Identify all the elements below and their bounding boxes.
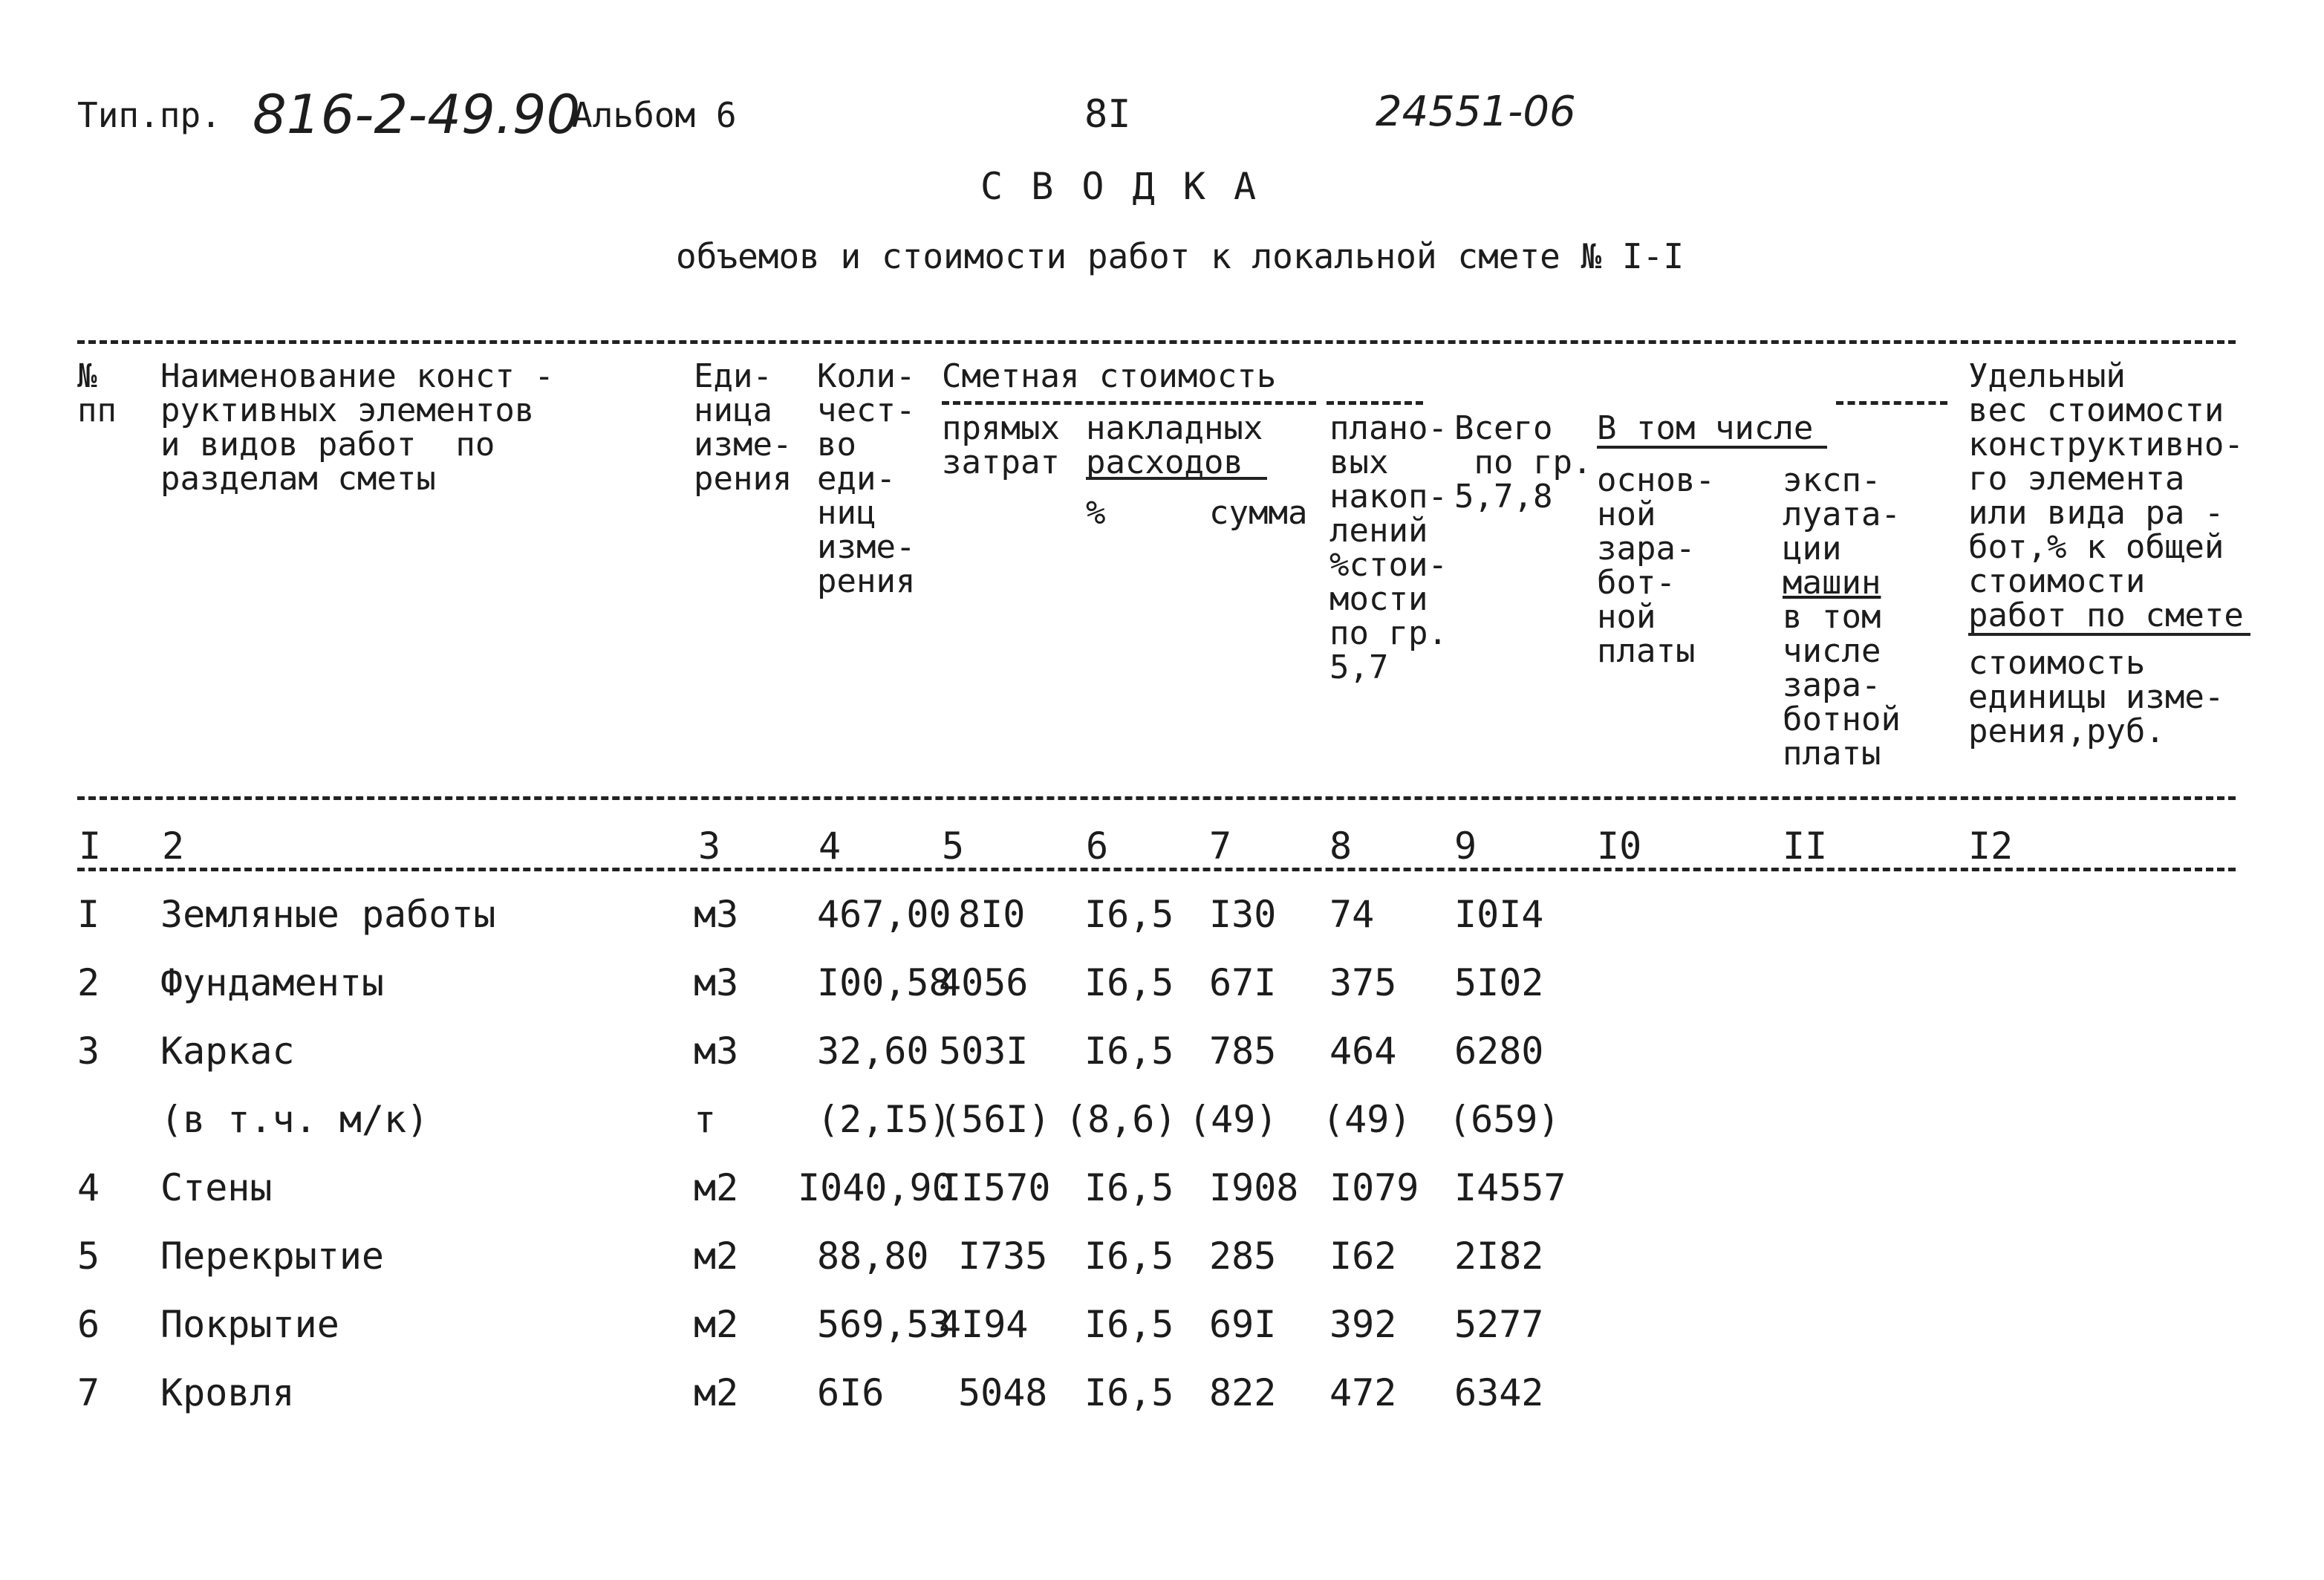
row-number: 5: [77, 1235, 100, 1278]
document-subtitle: объемов и стоимости работ к локальной смете № I-I: [676, 236, 1685, 276]
col-header-overhead-pct: %: [1086, 494, 1106, 532]
header-bottom-rule: [77, 796, 2236, 800]
col-header-quantity: Коли- чест- во еди- ниц изме- рения: [817, 357, 916, 600]
col-header-number: № пп: [77, 357, 117, 429]
row-planned-savings: 472: [1329, 1371, 1397, 1414]
album-label: Альбом 6: [572, 95, 737, 135]
col-header-overhead: накладных расходов: [1086, 409, 1263, 481]
row-overhead-sum: I908: [1209, 1166, 1299, 1209]
colnum-11: II: [1783, 825, 1828, 868]
col-header-estimate-work: работ по смете: [1968, 596, 2244, 634]
row-total: 5I02: [1454, 961, 1544, 1004]
row-direct-costs: 503I: [939, 1030, 1029, 1073]
row-total: 2I82: [1454, 1235, 1544, 1278]
row-direct-costs: II570: [939, 1166, 1051, 1209]
row-planned-savings: 464: [1329, 1030, 1397, 1073]
colnum-8: 8: [1329, 825, 1353, 868]
colnum-5: 5: [942, 825, 965, 868]
col-header-specific-weight: Удельный вес стоимости конструктивно- го элемента или вида ра - бот,% к общей стоимости: [1968, 357, 2244, 600]
row-name: Кровля: [160, 1371, 295, 1414]
row-name: Покрытие: [160, 1303, 339, 1346]
row-overhead-pct: I6,5: [1084, 893, 1174, 936]
col-header-total: Всего по гр. 5,7,8: [1454, 409, 1592, 516]
row-planned-savings: (49): [1322, 1098, 1412, 1141]
col-header-base-wage: основ- ной зара- бот- ной платы: [1597, 461, 1715, 670]
row-direct-costs: 5048: [958, 1371, 1048, 1414]
incl-group-rule-right: [1836, 401, 1947, 405]
row-overhead-sum: 67I: [1209, 961, 1277, 1004]
row-direct-costs: (56I): [939, 1098, 1051, 1141]
row-direct-costs: 4056: [939, 961, 1029, 1004]
row-overhead-sum: 822: [1209, 1371, 1277, 1414]
row-number: 3: [77, 1030, 100, 1073]
including-underline: [1597, 446, 1827, 449]
row-number: 6: [77, 1303, 100, 1346]
col-header-planned-savings: плано- вых накоп- лений %стои- мости по гр. 5,7: [1329, 409, 1448, 686]
col-header-overhead-sum: сумма: [1209, 494, 1308, 532]
cost-group-rule: [942, 401, 1316, 405]
row-overhead-sum: I30: [1209, 893, 1277, 936]
row-planned-savings: 74: [1329, 893, 1375, 936]
col-header-machine-operation: эксп- луата- ции: [1783, 461, 1901, 568]
row-direct-costs: 4I94: [939, 1303, 1029, 1346]
document-title: С В О Д К А: [980, 165, 1260, 208]
row-overhead-pct: I6,5: [1084, 1303, 1174, 1346]
row-name: Перекрытие: [160, 1235, 385, 1278]
row-number: 7: [77, 1371, 100, 1414]
colnum-9: 9: [1454, 825, 1477, 868]
row-direct-costs: I735: [958, 1235, 1048, 1278]
row-overhead-pct: (8,6): [1065, 1098, 1177, 1141]
row-total: 5277: [1454, 1303, 1544, 1346]
row-overhead-sum: 69I: [1209, 1303, 1277, 1346]
row-quantity: 32,60: [817, 1030, 929, 1073]
row-direct-costs: 8I0: [958, 893, 1026, 936]
page-number: 8I: [1084, 92, 1131, 137]
col-header-machine-wage: в том числе зара- ботной платы: [1783, 598, 1901, 773]
colnum-7: 7: [1209, 825, 1232, 868]
row-quantity: 569,53: [817, 1303, 951, 1346]
col-header-unit-cost: стоимость единицы изме- рения,руб.: [1968, 644, 2224, 750]
row-number: I: [77, 893, 100, 936]
row-overhead-sum: 785: [1209, 1030, 1277, 1073]
row-unit: т: [694, 1098, 717, 1141]
row-quantity: (2,I5): [817, 1098, 951, 1141]
row-name: Фундаменты: [160, 961, 385, 1004]
inventory-number: 24551-06: [1376, 88, 1576, 136]
col-header-name: Наименование конст - руктивных элементов и видов работ по разделам сметы: [160, 357, 554, 498]
row-total: 6280: [1454, 1030, 1544, 1073]
row-total: 6342: [1454, 1371, 1544, 1414]
row-overhead-sum: 285: [1209, 1235, 1277, 1278]
row-unit: м3: [694, 1030, 739, 1073]
row-planned-savings: I62: [1329, 1235, 1397, 1278]
row-unit: м3: [694, 961, 739, 1004]
row-unit: м2: [694, 1371, 739, 1414]
row-overhead-pct: I6,5: [1084, 1166, 1174, 1209]
row-planned-savings: 392: [1329, 1303, 1397, 1346]
row-unit: м2: [694, 1166, 739, 1209]
row-planned-savings: 375: [1329, 961, 1397, 1004]
col-header-including: В том числе: [1597, 409, 1814, 447]
row-quantity: 467,00: [817, 893, 951, 936]
table-top-rule: [77, 340, 2236, 344]
row-total: I0I4: [1454, 893, 1544, 936]
row-number: 2: [77, 961, 100, 1004]
row-quantity: I00,58: [817, 961, 951, 1004]
column-numbers-rule: [77, 868, 2236, 871]
col-header-estimated-cost: Сметная стоимость: [942, 357, 1277, 395]
row-unit: м3: [694, 893, 739, 936]
row-quantity: 88,80: [817, 1235, 929, 1278]
colnum-6: 6: [1086, 825, 1109, 868]
specific-weight-underline: [1968, 633, 2250, 636]
row-overhead-pct: I6,5: [1084, 1371, 1174, 1414]
row-name: (в т.ч. м/к): [160, 1098, 429, 1141]
type-project-number: 816-2-49.90: [253, 83, 581, 146]
row-overhead-pct: I6,5: [1084, 1235, 1174, 1278]
colnum-10: I0: [1597, 825, 1642, 868]
row-unit: м2: [694, 1235, 739, 1278]
row-planned-savings: I079: [1329, 1166, 1419, 1209]
row-overhead-sum: (49): [1188, 1098, 1278, 1141]
colnum-2: 2: [162, 825, 185, 868]
row-overhead-pct: I6,5: [1084, 961, 1174, 1004]
colnum-12: I2: [1968, 825, 2014, 868]
row-total: (659): [1448, 1098, 1560, 1141]
type-project-label: Тип.пр.: [77, 95, 221, 135]
colnum-3: 3: [698, 825, 721, 868]
colnum-1: I: [79, 825, 102, 868]
col-header-machines: машин: [1783, 564, 1881, 602]
row-quantity: 6I6: [817, 1371, 885, 1414]
cost-group-rule-2: [1327, 401, 1423, 405]
row-quantity: I040,90: [798, 1166, 954, 1209]
row-number: 4: [77, 1166, 100, 1209]
row-name: Стены: [160, 1166, 273, 1209]
row-name: Земляные работы: [160, 893, 496, 936]
row-unit: м2: [694, 1303, 739, 1346]
colnum-4: 4: [818, 825, 842, 868]
col-header-direct-costs: прямых затрат: [942, 409, 1060, 481]
row-name: Каркас: [160, 1030, 295, 1073]
row-overhead-pct: I6,5: [1084, 1030, 1174, 1073]
col-header-unit: Еди- ница изме- рения: [694, 357, 792, 498]
row-total: I4557: [1454, 1166, 1566, 1209]
overhead-underline: [1086, 477, 1267, 480]
